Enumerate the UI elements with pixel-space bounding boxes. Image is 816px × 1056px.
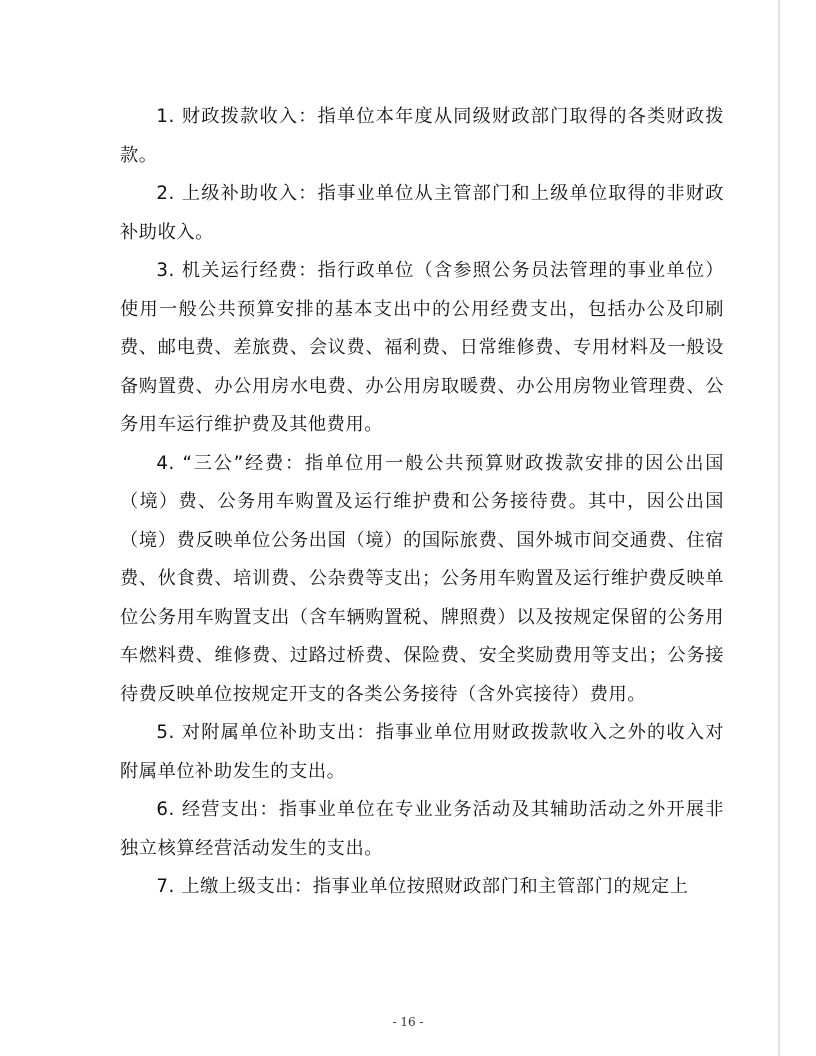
paragraph-three-public-expenses: 4. “三公”经费：指单位用一般公共预算财政拨款安排的因公出国（境）费、公务用车购置及运行维护费和公务接待费。其中，因公出国（境）费反映单位公务出国（境）的国际旅费、国外城市间交通费、住宿费、伙食费、培训费、公杂费等支出；公务用车购置及运行维护费反映单位公务用车购置支出（含车辆购置税、牌照费）以及按规定保留的公务用车燃料费、维修费、过路过桥费、保险费、安全奖励费用等支出；公务接待费反映单位按规定开支的各类公务接待（含外宾接待）费用。 (120, 452, 724, 705)
paragraph-agency-operating-expenses: 3. 机关运行经费：指行政单位（含参照公务员法管理的事业单位）使用一般公共预算安排的基本支出中的公用经费支出，包括办公及印刷费、邮电费、差旅费、会议费、福利费、日常维修费、专用材料及一般设备购置费、办公用房水电费、办公用房取暖费、办公用房物业管理费、公务用车运行维护费及其他费用。 (120, 260, 724, 435)
paragraph-payment-to-superior: 7. 上缴上级支出：指事业单位按照财政部门和主管部门的规定上 (156, 876, 689, 897)
page-edge-line (778, 0, 780, 1056)
page-number: - 16 - (392, 1015, 424, 1029)
paragraph-superior-subsidy-income: 2. 上级补助收入：指事业单位从主管部门和上级单位取得的非财政补助收入。 (120, 183, 724, 243)
document-body (120, 98, 724, 907)
paragraph-business-expenditure: 6. 经营支出：指事业单位在专业业务活动及其辅助活动之外开展非独立核算经营活动发生的支出。 (120, 799, 724, 859)
paragraph-financial-appropriation-income: 1. 财政拨款收入：指单位本年度从同级财政部门取得的各类财政拨款。 (120, 106, 724, 166)
paragraph-subsidy-to-affiliated-units: 5. 对附属单位补助支出：指事业单位用财政拨款收入之外的收入对附属单位补助发生的支出。 (120, 722, 724, 782)
